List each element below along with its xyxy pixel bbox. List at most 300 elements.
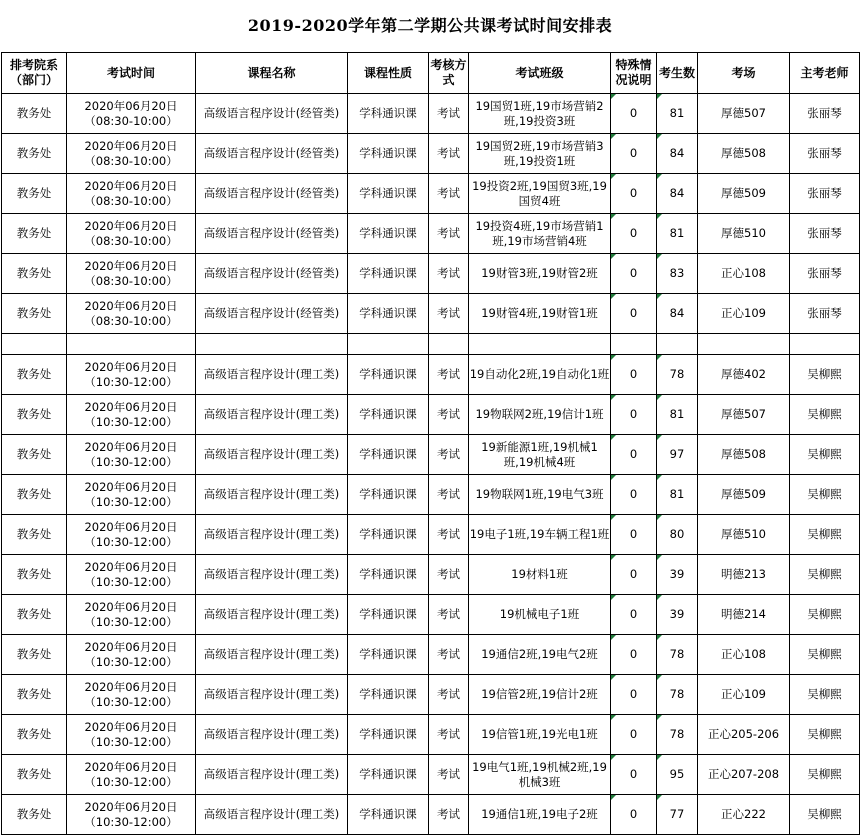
cell-marker-icon xyxy=(611,214,616,219)
cell-marker-icon xyxy=(611,435,616,440)
cell-text: 84 xyxy=(669,306,685,320)
cell-marker-icon xyxy=(657,94,662,99)
cell-text: 2020年06月20日（10:30-12:00） xyxy=(84,359,178,389)
cell-nature xyxy=(348,254,429,294)
cell-nature xyxy=(348,795,429,835)
cell-count xyxy=(657,755,698,795)
cell-text: 厚德509 xyxy=(721,186,766,200)
cell-text: 高级语言程序设计(理工类) xyxy=(203,567,340,581)
cell-teacher xyxy=(790,254,860,294)
cell-text: 0 xyxy=(629,447,638,461)
cell-text: 78 xyxy=(669,367,685,381)
cell-course xyxy=(196,134,348,174)
empty-cell xyxy=(469,334,611,355)
cell-text: 高级语言程序设计(经管类) xyxy=(203,306,340,320)
cell-method xyxy=(429,395,469,435)
cell-course xyxy=(196,555,348,595)
cell-text: 2020年06月20日（08:30-10:00） xyxy=(84,98,178,128)
cell-count xyxy=(657,475,698,515)
cell-text: 教务处 xyxy=(16,487,52,501)
cell-method xyxy=(429,555,469,595)
cell-count xyxy=(657,435,698,475)
cell-text: 81 xyxy=(669,106,685,120)
cell-method xyxy=(429,435,469,475)
cell-text: 张丽琴 xyxy=(807,106,842,120)
table-row xyxy=(2,134,860,174)
cell-method xyxy=(429,795,469,835)
cell-text: 高级语言程序设计(理工类) xyxy=(203,607,340,621)
cell-special xyxy=(611,435,657,475)
cell-dept xyxy=(2,395,67,435)
cell-count xyxy=(657,555,698,595)
cell-text: 吴柳熙 xyxy=(807,687,842,701)
cell-text: 厚德510 xyxy=(721,527,766,541)
cell-text: 教务处 xyxy=(16,807,52,821)
cell-room xyxy=(698,635,790,675)
cell-nature xyxy=(348,355,429,395)
cell-marker-icon xyxy=(657,174,662,179)
cell-dept xyxy=(2,355,67,395)
cell-text: 吴柳熙 xyxy=(807,807,842,821)
cell-text: 正心222 xyxy=(721,807,766,821)
cell-time xyxy=(67,555,196,595)
cell-course xyxy=(196,675,348,715)
cell-marker-icon xyxy=(657,555,662,560)
cell-text: 考试 xyxy=(437,407,460,421)
cell-course xyxy=(196,355,348,395)
cell-method xyxy=(429,94,469,134)
empty-cell xyxy=(429,334,469,355)
cell-text: 正心205-206 xyxy=(707,727,780,741)
cell-text: 考试 xyxy=(437,727,460,741)
cell-marker-icon xyxy=(657,435,662,440)
cell-text: 2020年06月20日（10:30-12:00） xyxy=(84,719,178,749)
cell-time xyxy=(67,94,196,134)
cell-special xyxy=(611,395,657,435)
cell-text: 正心108 xyxy=(721,266,766,280)
cell-dept xyxy=(2,795,67,835)
cell-marker-icon xyxy=(611,555,616,560)
cell-text: 高级语言程序设计(理工类) xyxy=(203,767,340,781)
cell-text: 高级语言程序设计(理工类) xyxy=(203,727,340,741)
cell-course xyxy=(196,174,348,214)
cell-classes xyxy=(469,595,611,635)
header-teacher: 主考老师 xyxy=(790,53,860,94)
cell-marker-icon xyxy=(611,755,616,760)
cell-text: 教务处 xyxy=(16,106,52,120)
cell-dept xyxy=(2,94,67,134)
cell-text: 教务处 xyxy=(16,226,52,240)
cell-text: 39 xyxy=(669,567,685,581)
cell-room xyxy=(698,475,790,515)
cell-text: 张丽琴 xyxy=(807,266,842,280)
cell-text: 81 xyxy=(669,226,685,240)
cell-dept xyxy=(2,635,67,675)
cell-marker-icon xyxy=(657,675,662,680)
cell-count xyxy=(657,675,698,715)
table-row xyxy=(2,635,860,675)
cell-text: 考试 xyxy=(437,607,460,621)
cell-text: 吴柳熙 xyxy=(807,447,842,461)
cell-text: 教务处 xyxy=(16,607,52,621)
cell-text: 2020年06月20日（10:30-12:00） xyxy=(84,679,178,709)
cell-teacher xyxy=(790,795,860,835)
cell-time xyxy=(67,515,196,555)
cell-dept xyxy=(2,475,67,515)
cell-text: 78 xyxy=(669,647,685,661)
cell-course xyxy=(196,94,348,134)
cell-method xyxy=(429,635,469,675)
header-count: 考生数 xyxy=(657,53,698,94)
cell-count xyxy=(657,294,698,334)
table-row xyxy=(2,675,860,715)
cell-nature xyxy=(348,94,429,134)
cell-teacher xyxy=(790,555,860,595)
cell-text: 教务处 xyxy=(16,306,52,320)
cell-text: 考试 xyxy=(437,767,460,781)
cell-nature xyxy=(348,134,429,174)
cell-teacher xyxy=(790,475,860,515)
cell-text: 学科通识课 xyxy=(359,186,417,200)
cell-text: 厚德508 xyxy=(721,447,766,461)
cell-dept xyxy=(2,595,67,635)
cell-special xyxy=(611,475,657,515)
cell-room xyxy=(698,795,790,835)
header-course: 课程名称 xyxy=(196,53,348,94)
cell-text: 2020年06月20日（08:30-10:00） xyxy=(84,138,178,168)
cell-text: 考试 xyxy=(437,306,460,320)
cell-text: 厚德507 xyxy=(721,106,766,120)
cell-room xyxy=(698,515,790,555)
cell-course xyxy=(196,635,348,675)
cell-text: 高级语言程序设计(理工类) xyxy=(203,487,340,501)
cell-method xyxy=(429,355,469,395)
cell-text: 考试 xyxy=(437,687,460,701)
cell-text: 学科通识课 xyxy=(359,567,417,581)
cell-text: 张丽琴 xyxy=(807,306,842,320)
cell-nature xyxy=(348,435,429,475)
table-row xyxy=(2,595,860,635)
cell-text: 高级语言程序设计(经管类) xyxy=(203,146,340,160)
cell-nature xyxy=(348,715,429,755)
cell-room xyxy=(698,395,790,435)
cell-text: 97 xyxy=(669,447,685,461)
cell-text: 教务处 xyxy=(16,767,52,781)
header-time: 考试时间 xyxy=(67,53,196,94)
cell-room xyxy=(698,134,790,174)
cell-special xyxy=(611,294,657,334)
cell-marker-icon xyxy=(657,755,662,760)
cell-text: 教务处 xyxy=(16,727,52,741)
cell-text: 0 xyxy=(629,687,638,701)
cell-text: 吴柳熙 xyxy=(807,407,842,421)
cell-text: 77 xyxy=(669,807,685,821)
cell-text: 83 xyxy=(669,266,685,280)
cell-text: 学科通识课 xyxy=(359,266,417,280)
cell-text: 0 xyxy=(629,767,638,781)
cell-time xyxy=(67,595,196,635)
empty-cell xyxy=(790,334,860,355)
cell-text: 19物联网1班,19电气3班 xyxy=(475,487,604,501)
cell-special xyxy=(611,254,657,294)
cell-text: 考试 xyxy=(437,527,460,541)
header-room: 考场 xyxy=(698,53,790,94)
table-row xyxy=(2,294,860,334)
cell-teacher xyxy=(790,355,860,395)
cell-count xyxy=(657,715,698,755)
cell-text: 2020年06月20日（10:30-12:00） xyxy=(84,399,178,429)
cell-course xyxy=(196,515,348,555)
cell-room xyxy=(698,294,790,334)
cell-time xyxy=(67,134,196,174)
cell-classes xyxy=(469,635,611,675)
cell-dept xyxy=(2,435,67,475)
cell-text: 19材料1班 xyxy=(511,567,568,581)
cell-text: 考试 xyxy=(437,567,460,581)
cell-room xyxy=(698,675,790,715)
cell-text: 0 xyxy=(629,607,638,621)
cell-text: 高级语言程序设计(经管类) xyxy=(203,106,340,120)
cell-count xyxy=(657,355,698,395)
cell-method xyxy=(429,134,469,174)
cell-text: 教务处 xyxy=(16,567,52,581)
cell-text: 2020年06月20日（10:30-12:00） xyxy=(84,799,178,829)
cell-marker-icon xyxy=(657,355,662,360)
cell-teacher xyxy=(790,715,860,755)
cell-text: 厚德508 xyxy=(721,146,766,160)
cell-special xyxy=(611,134,657,174)
cell-classes xyxy=(469,435,611,475)
cell-special xyxy=(611,715,657,755)
cell-method xyxy=(429,715,469,755)
cell-text: 考试 xyxy=(437,266,460,280)
cell-text: 学科通识课 xyxy=(359,767,417,781)
cell-course xyxy=(196,595,348,635)
cell-text: 81 xyxy=(669,407,685,421)
cell-text: 学科通识课 xyxy=(359,306,417,320)
header-nature: 课程性质 xyxy=(348,53,429,94)
cell-special xyxy=(611,635,657,675)
cell-text: 0 xyxy=(629,266,638,280)
cell-nature xyxy=(348,515,429,555)
cell-text: 张丽琴 xyxy=(807,226,842,240)
cell-dept xyxy=(2,134,67,174)
cell-dept xyxy=(2,214,67,254)
cell-text: 高级语言程序设计(经管类) xyxy=(203,266,340,280)
cell-text: 0 xyxy=(629,727,638,741)
cell-text: 0 xyxy=(629,186,638,200)
empty-cell xyxy=(657,334,698,355)
cell-time xyxy=(67,355,196,395)
cell-marker-icon xyxy=(611,254,616,259)
cell-course xyxy=(196,395,348,435)
cell-text: 吴柳熙 xyxy=(807,727,842,741)
cell-classes xyxy=(469,715,611,755)
cell-marker-icon xyxy=(657,635,662,640)
cell-marker-icon xyxy=(657,214,662,219)
cell-text: 学科通识课 xyxy=(359,146,417,160)
cell-count xyxy=(657,795,698,835)
cell-teacher xyxy=(790,174,860,214)
cell-text: 高级语言程序设计(理工类) xyxy=(203,647,340,661)
cell-text: 吴柳熙 xyxy=(807,367,842,381)
cell-text: 高级语言程序设计(理工类) xyxy=(203,367,340,381)
cell-text: 学科通识课 xyxy=(359,807,417,821)
cell-classes xyxy=(469,515,611,555)
cell-text: 2020年06月20日（08:30-10:00） xyxy=(84,218,178,248)
cell-room xyxy=(698,214,790,254)
cell-room xyxy=(698,174,790,214)
cell-text: 吴柳熙 xyxy=(807,487,842,501)
cell-dept xyxy=(2,555,67,595)
empty-cell xyxy=(348,334,429,355)
cell-course xyxy=(196,435,348,475)
cell-nature xyxy=(348,675,429,715)
cell-text: 19财管4班,19财管1班 xyxy=(481,306,598,320)
cell-text: 学科通识课 xyxy=(359,607,417,621)
table-row xyxy=(2,174,860,214)
page-title: 2019-2020学年第二学期公共课考试时间安排表 xyxy=(247,16,613,35)
cell-text: 2020年06月20日（10:30-12:00） xyxy=(84,479,178,509)
cell-special xyxy=(611,515,657,555)
cell-classes xyxy=(469,214,611,254)
empty-cell xyxy=(698,334,790,355)
cell-text: 教务处 xyxy=(16,527,52,541)
cell-method xyxy=(429,475,469,515)
cell-text: 学科通识课 xyxy=(359,447,417,461)
cell-special xyxy=(611,555,657,595)
cell-text: 张丽琴 xyxy=(807,146,842,160)
cell-marker-icon xyxy=(657,715,662,720)
cell-text: 2020年06月20日（10:30-12:00） xyxy=(84,639,178,669)
cell-room xyxy=(698,254,790,294)
cell-text: 教务处 xyxy=(16,407,52,421)
cell-text: 考试 xyxy=(437,487,460,501)
cell-nature xyxy=(348,755,429,795)
cell-marker-icon xyxy=(657,515,662,520)
cell-text: 正心109 xyxy=(721,306,766,320)
cell-teacher xyxy=(790,755,860,795)
cell-text: 19物联网2班,19信计1班 xyxy=(475,407,604,421)
cell-course xyxy=(196,715,348,755)
cell-text: 81 xyxy=(669,487,685,501)
table-row xyxy=(2,395,860,435)
cell-text: 0 xyxy=(629,146,638,160)
header-dept: 排考院系（部门） xyxy=(2,53,67,94)
exam-schedule-table xyxy=(1,52,860,835)
cell-special xyxy=(611,755,657,795)
cell-room xyxy=(698,435,790,475)
empty-cell xyxy=(2,334,67,355)
cell-teacher xyxy=(790,214,860,254)
header-method: 考核方式 xyxy=(429,53,469,94)
header-classes: 考试班级 xyxy=(469,53,611,94)
cell-time xyxy=(67,755,196,795)
cell-count xyxy=(657,515,698,555)
cell-method xyxy=(429,214,469,254)
header-special: 特殊情况说明 xyxy=(611,53,657,94)
cell-text: 高级语言程序设计(理工类) xyxy=(203,807,340,821)
cell-text: 考试 xyxy=(437,226,460,240)
cell-text: 厚德510 xyxy=(721,226,766,240)
cell-text: 19财管3班,19财管2班 xyxy=(481,266,598,280)
cell-marker-icon xyxy=(611,174,616,179)
cell-marker-icon xyxy=(611,635,616,640)
table-row xyxy=(2,94,860,134)
cell-text: 78 xyxy=(669,687,685,701)
cell-marker-icon xyxy=(611,294,616,299)
table-row xyxy=(2,214,860,254)
cell-text: 吴柳熙 xyxy=(807,767,842,781)
cell-text: 39 xyxy=(669,607,685,621)
cell-marker-icon xyxy=(611,475,616,480)
cell-marker-icon xyxy=(611,355,616,360)
cell-teacher xyxy=(790,595,860,635)
empty-cell xyxy=(611,334,657,355)
cell-text: 吴柳熙 xyxy=(807,607,842,621)
cell-marker-icon xyxy=(657,134,662,139)
cell-room xyxy=(698,715,790,755)
cell-classes xyxy=(469,795,611,835)
cell-teacher xyxy=(790,675,860,715)
cell-classes xyxy=(469,254,611,294)
cell-classes xyxy=(469,355,611,395)
cell-room xyxy=(698,755,790,795)
cell-classes xyxy=(469,675,611,715)
cell-text: 吴柳熙 xyxy=(807,647,842,661)
cell-text: 考试 xyxy=(437,447,460,461)
cell-teacher xyxy=(790,635,860,675)
cell-text: 明德213 xyxy=(721,567,766,581)
cell-text: 教务处 xyxy=(16,266,52,280)
cell-marker-icon xyxy=(611,795,616,800)
cell-text: 19电气1班,19机械2班,19机械3班 xyxy=(472,759,607,789)
cell-text: 19通信2班,19电气2班 xyxy=(481,647,598,661)
cell-text: 教务处 xyxy=(16,146,52,160)
cell-text: 0 xyxy=(629,367,638,381)
cell-text: 学科通识课 xyxy=(359,687,417,701)
cell-text: 80 xyxy=(669,527,685,541)
cell-text: 学科通识课 xyxy=(359,226,417,240)
cell-text: 2020年06月20日（10:30-12:00） xyxy=(84,439,178,469)
cell-marker-icon xyxy=(611,395,616,400)
empty-cell xyxy=(67,334,196,355)
cell-classes xyxy=(469,475,611,515)
cell-text: 2020年06月20日（10:30-12:00） xyxy=(84,599,178,629)
table-row xyxy=(2,515,860,555)
cell-special xyxy=(611,174,657,214)
cell-text: 2020年06月20日（08:30-10:00） xyxy=(84,258,178,288)
cell-method xyxy=(429,174,469,214)
cell-text: 2020年06月20日（10:30-12:00） xyxy=(84,559,178,589)
cell-text: 0 xyxy=(629,407,638,421)
cell-course xyxy=(196,254,348,294)
cell-text: 教务处 xyxy=(16,186,52,200)
header-row xyxy=(2,53,860,94)
table-row xyxy=(2,435,860,475)
cell-dept xyxy=(2,755,67,795)
cell-nature xyxy=(348,595,429,635)
cell-method xyxy=(429,515,469,555)
cell-dept xyxy=(2,675,67,715)
cell-course xyxy=(196,475,348,515)
cell-text: 学科通识课 xyxy=(359,487,417,501)
cell-special xyxy=(611,214,657,254)
cell-text: 84 xyxy=(669,146,685,160)
cell-text: 19电子1班,19车辆工程1班 xyxy=(469,527,610,541)
cell-text: 19新能源1班,19机械1班,19机械4班 xyxy=(481,439,598,469)
cell-text: 高级语言程序设计(经管类) xyxy=(203,226,340,240)
